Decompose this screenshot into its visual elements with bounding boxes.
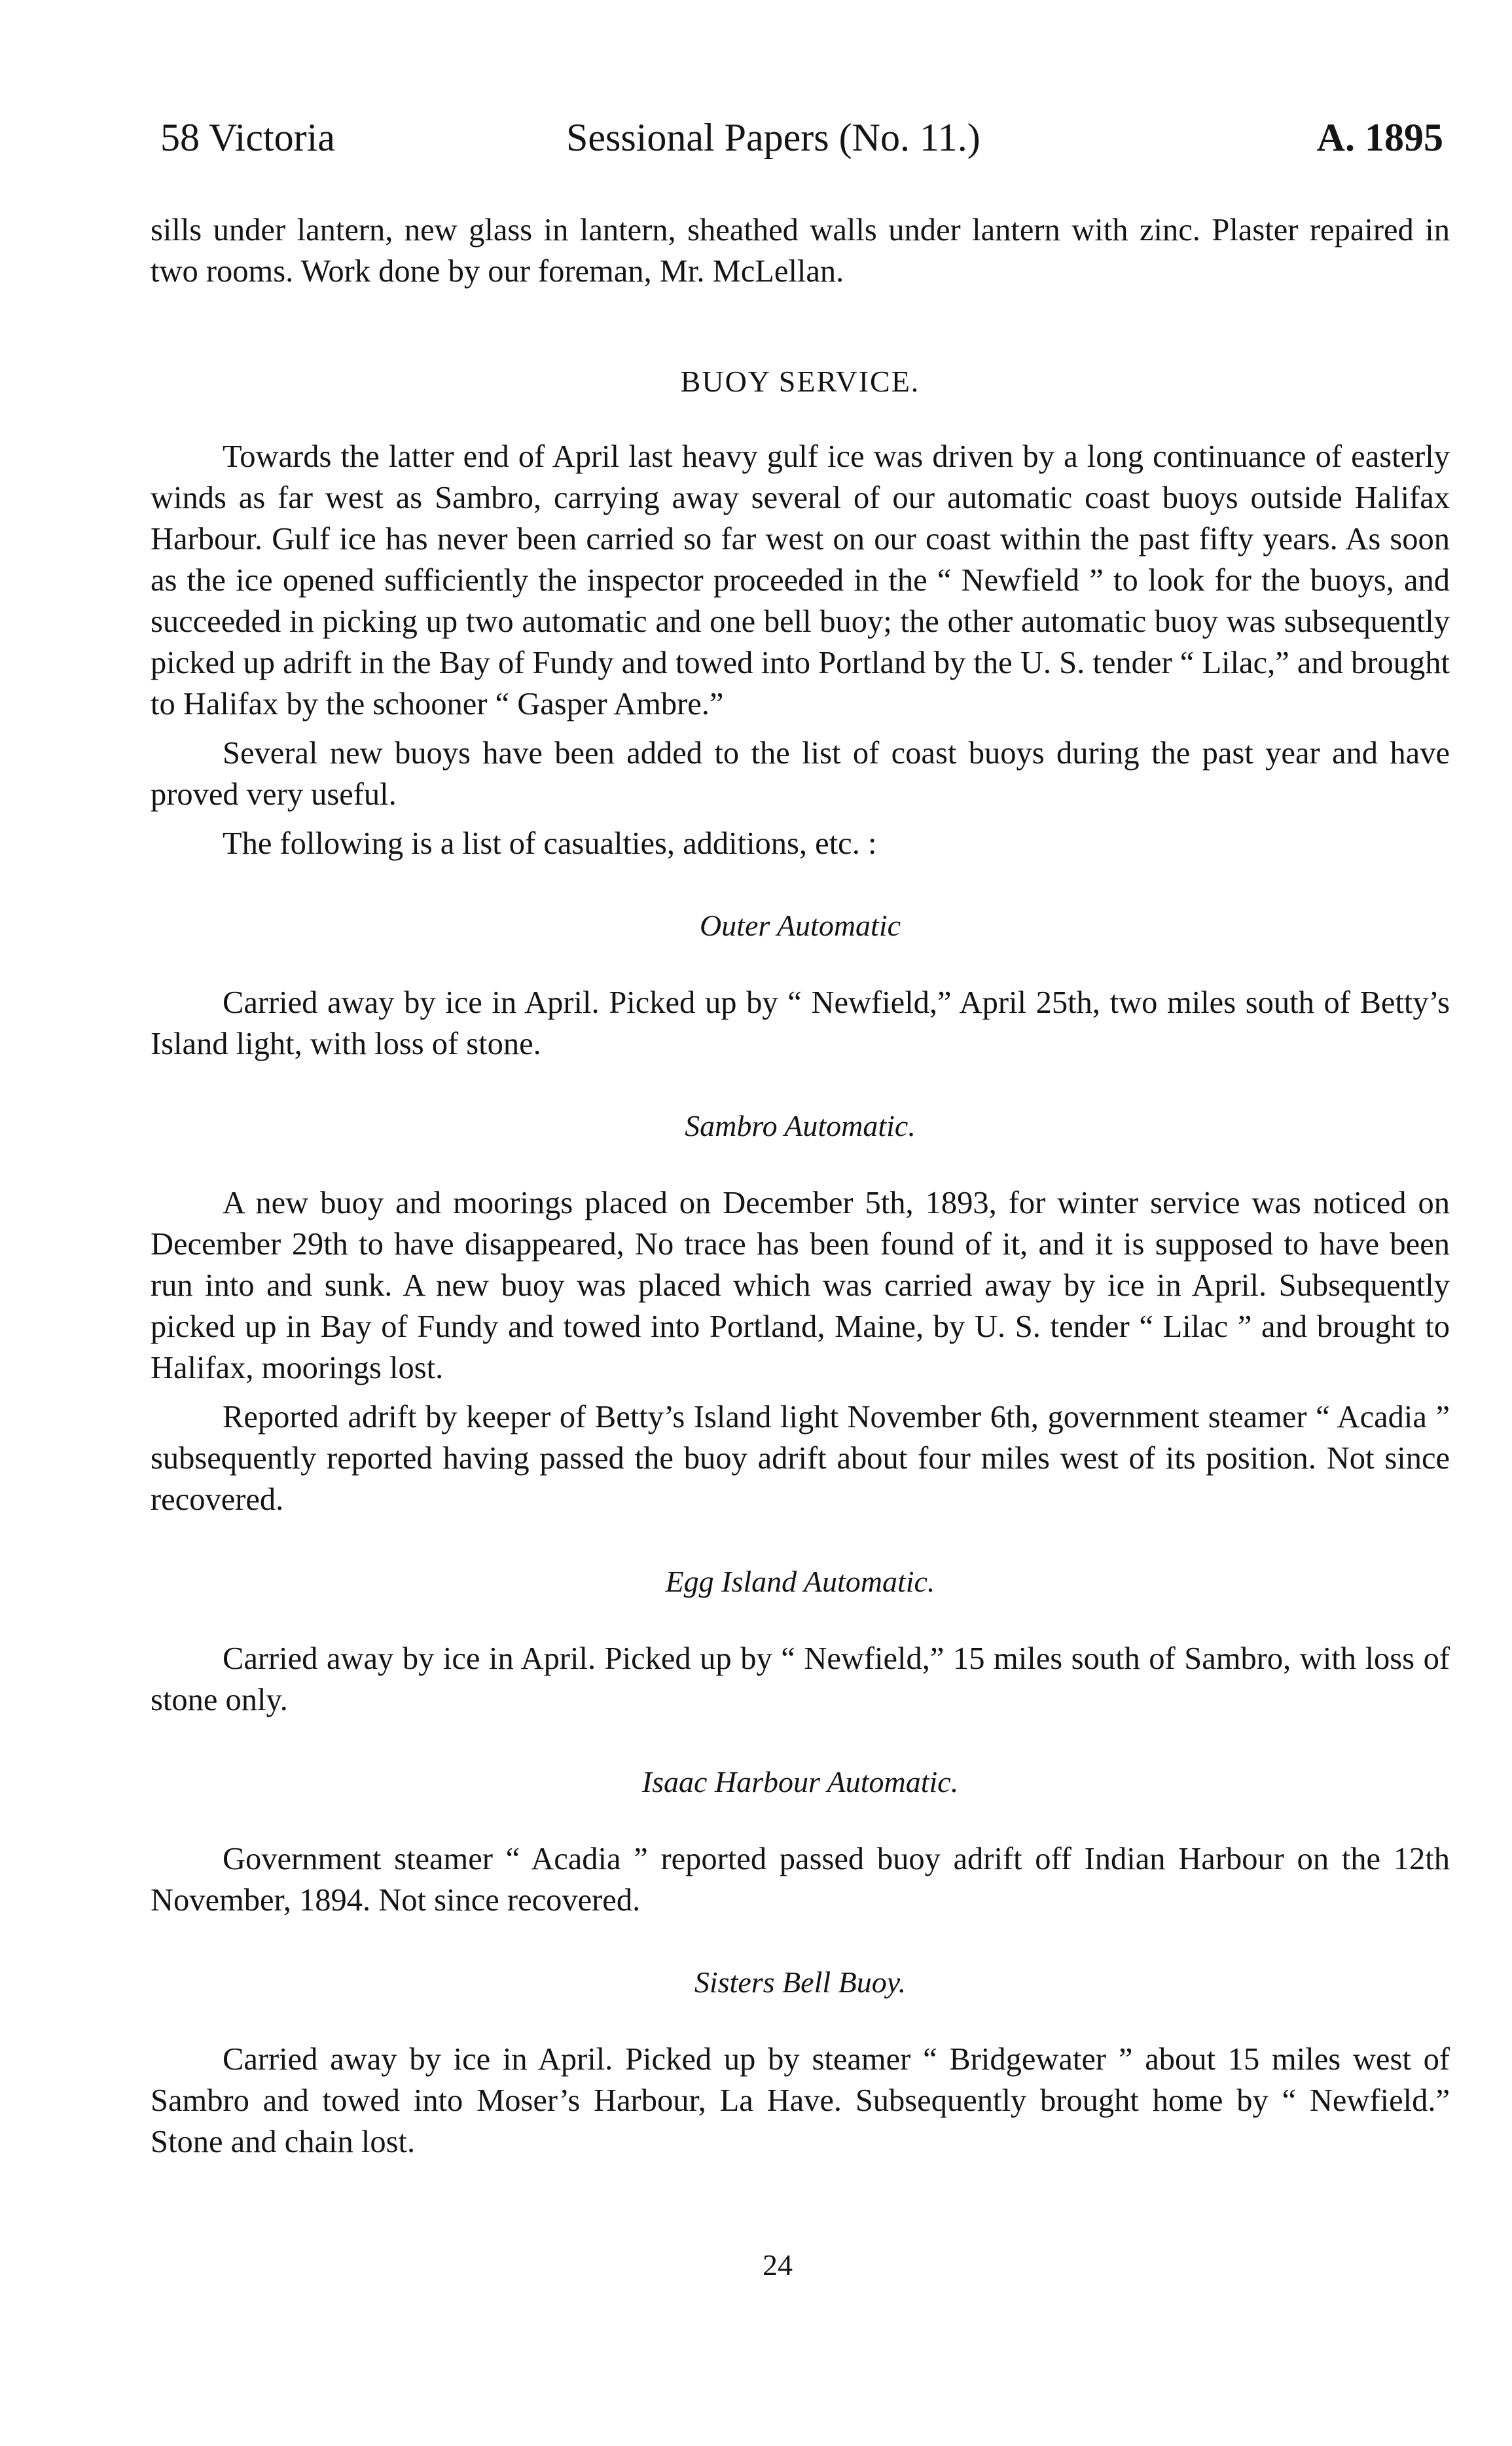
header-volume: 58 Victoria bbox=[160, 116, 335, 159]
page-header bbox=[160, 111, 1443, 164]
continuation-paragraph: sills under lantern, new glass in lantern, sheathed walls under lantern with zinc. Plaster repaired in two rooms. Work done by our foreman, Mr. McLellan. bbox=[151, 213, 1450, 289]
entry-paragraph: Reported adrift by keeper of Betty’s Island light November 6th, government steamer “ Acadia ” subsequently reported having passed the buoy adrift about four miles west of its position. Not since recovered. bbox=[151, 1400, 1450, 1517]
header-year: A. 1895 bbox=[1316, 116, 1443, 159]
entry-heading-isaac-harbour-automatic: Isaac Harbour Automatic. bbox=[641, 1765, 959, 1798]
entry-paragraph: A new buoy and moorings placed on December 5th, 1893, for winter service was noticed on December 29th to have disappeared, No trace has been found of it, and it is supposed to have been run into and sunk. A new buoy was placed which was carried away by ice in April. Subsequently picked up in Bay of Fundy and towed into Portland, Maine, by U. S. tender “ Lilac ” and brought to Halifax, moorings lost. bbox=[151, 1186, 1450, 1385]
page-number: 24 bbox=[763, 2248, 793, 2282]
header-title: Sessional Papers (No. 11.) bbox=[566, 116, 981, 159]
entry-heading-outer-automatic: Outer Automatic bbox=[699, 909, 901, 942]
entry-heading-egg-island-automatic: Egg Island Automatic. bbox=[665, 1565, 935, 1598]
entry-heading-sisters-bell-buoy: Sisters Bell Buoy. bbox=[694, 1965, 907, 1999]
entry-paragraph: Carried away by ice in April. Picked up by steamer “ Bridgewater ” about 15 miles west of Sambro and towed into Moser’s Harbour, La Have. Subsequently brought home by “ Newfield.” Stone and chain lost. bbox=[151, 2042, 1450, 2159]
page-body bbox=[151, 210, 1450, 2163]
entry-paragraph: Government steamer “ Acadia ” reported passed buoy adrift off Indian Harbour on the 12th November, 1894. Not since recovered. bbox=[151, 1842, 1450, 1918]
entry-paragraph: Carried away by ice in April. Picked up by “ Newfield,” 15 miles south of Sambro, with loss of stone only. bbox=[151, 1641, 1450, 1717]
intro-paragraph-1: Towards the latter end of April last heavy gulf ice was driven by a long continuance of easterly winds as far west as Sambro, carrying away several of our automatic coast buoys outside Halifax Harbour. Gulf ice has never been carried so far west on our coast within the past fifty years. As soon as the ice opened sufficiently the inspector proceeded in the “ Newfield ” to look for the buoys, and succeeded in picking up two automatic and one bell buoy; the other automatic buoy was subsequently picked up adrift in the Bay of Fundy and towed into Portland by the U. S. tender “ Lilac,” and brought to Halifax by the schooner “ Gasper Ambre.” bbox=[151, 439, 1450, 721]
intro-paragraph-2: Several new buoys have been added to the list of coast buoys during the past year and have proved very useful. bbox=[151, 736, 1450, 812]
entry-heading-sambro-automatic: Sambro Automatic. bbox=[685, 1109, 916, 1142]
entry-paragraph: Carried away by ice in April. Picked up by “ Newfield,” April 25th, two miles south of Betty’s Island light, with loss of stone. bbox=[151, 985, 1450, 1061]
section-heading: BUOY SERVICE. bbox=[680, 365, 920, 398]
intro-paragraph-3: The following is a list of casualties, additions, etc. : bbox=[223, 826, 877, 861]
